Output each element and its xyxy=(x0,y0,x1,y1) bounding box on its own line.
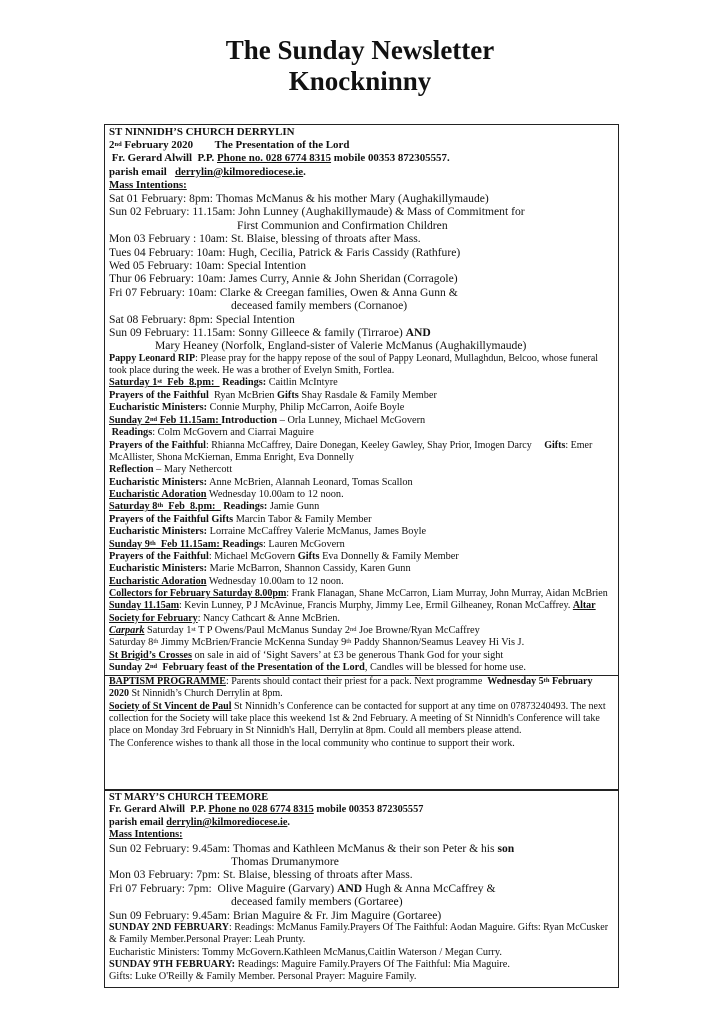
mass-intentions-heading: Mass Intentions: xyxy=(109,829,183,841)
rota-sun2-readings: Readings: Colm McGovern and Ciarrai Maguire xyxy=(109,427,314,439)
mass-item: Thomas Drumanymore xyxy=(231,855,339,869)
parish-email: parish email derrylin@kilmorediocese.ie. xyxy=(109,816,290,828)
mass-intentions-heading: Mass Intentions: xyxy=(109,178,187,191)
rota-sat8-readings: Saturday 8th Feb 8.pm: Readings: Jamie Gunn xyxy=(109,501,320,513)
adoration-1: Eucharistic Adoration Wednesday 10.00am to 12 noon. xyxy=(109,488,344,500)
rota-sat8-em: Eucharistic Ministers: Lorraine McCaffrey Valerie McManus, James Boyle xyxy=(109,526,427,538)
priest-contact: Fr. Gerard Alwill P.P. Phone no. 028 6774 8315 mobile 00353 872305557. xyxy=(109,152,450,165)
church-name: ST MARY’S CHURCH TEEMORE xyxy=(109,792,269,803)
rota-sun2-reflection: Reflection – Mary Nethercott xyxy=(109,464,233,476)
rota-sun9-pof: Prayers of the Faithful: Michael McGovern Gifts Eva Donnelly & Family Member xyxy=(109,550,459,562)
church-name: ST NINNIDH’S CHURCH DERRYLIN xyxy=(109,126,295,138)
rota-sat1-pof: Prayers of the Faithful Ryan McBrien Gifts Shay Rasdale & Family Member xyxy=(109,389,437,401)
rota-sun2-pof: Prayers of the Faithful: Rhianna McCaffrey, Daire Donegan, Keeley Gawley, Shay Prior, Imogen Darcy Gifts: Emer McAllister, Shona McKiernan, Emma Enright, Eva Donnelly xyxy=(109,439,593,463)
rota-sun9-readings: Sunday 9th Feb 11.15am: Readings: Lauren McGovern xyxy=(109,538,345,550)
email-link[interactable]: derrylin@kilmorediocese.ie xyxy=(166,816,288,828)
mass-item: Mon 03 February: 7pm: St. Blaise, blessing of throats after Mass. xyxy=(109,868,413,882)
mass-item: Sun 02 February: 9.45am: Thomas and Kathleen McManus & their son Peter & his son xyxy=(109,841,515,855)
conference-thanks: The Conference wishes to thank all those in the local community who continue to support their work. xyxy=(109,737,515,749)
mass-item: First Communion and Confirmation Children xyxy=(237,218,448,232)
altar-society: Altar Society for February xyxy=(109,600,596,624)
rota-sat8-pof: Prayers of the Faithful Gifts Marcin Tabor & Family Member xyxy=(109,513,372,525)
mass-item: deceased family members (Cornanoe) xyxy=(231,299,408,313)
priest-contact: Fr. Gerard Alwill P.P. Phone no 028 6774 8315 mobile 00353 872305557 xyxy=(109,804,424,816)
presentation-feast: Sunday 2nd February feast of the Presentation of the Lord, Candles will be blessed for home use. xyxy=(109,662,526,674)
collectors-sunday: Sunday 11.15am: Kevin Lunney, P J McAvinue, Francis Murphy, Jimmy Lee, Ermil Gilheaney, Ronan McCaffrey. Altar Society for February: Nancy Cathcart & Anne McBrien. xyxy=(109,600,596,624)
carpark-line-1: Carpark Saturday 1st T P Owens/Paul McManus Sunday 2nd Joe Browne/Ryan McCaffrey xyxy=(109,625,480,637)
teemore-section xyxy=(104,790,619,988)
mass-item: Sat 08 February: 8pm: Special Intention xyxy=(109,312,295,326)
rota-sun2-intro: Sunday 2nd Feb 11.15am: Introduction – Orla Lunney, Michael McGovern xyxy=(109,414,426,426)
teemore-sun9-rota: SUNDAY 9TH FEBRUARY: Readings: Maguire Family.Prayers Of The Faithful: Mia Maguire. xyxy=(109,959,510,971)
phone-number: Phone no 028 6774 8315 xyxy=(208,804,314,816)
newsletter-title: The Sunday Newsletter xyxy=(225,35,495,65)
rip-notice: Pappy Leonard RIP: Please pray for the happy repose of the soul of Pappy Leonard, Mullaghdun, Belcoo, whose funeral took place during the week. He was a brother of Evelyn Smith, Fortlea. xyxy=(109,352,599,377)
mass-item: Sat 01 February: 8pm: Thomas McManus & his mother Mary (Aughakillymaude) xyxy=(109,192,489,206)
teemore-sun2-em: Eucharistic Ministers: Tommy McGovern.Kathleen McManus,Caitlin Waterson / Megan Curry. xyxy=(109,946,502,958)
mass-item: Fri 07 February: 7pm: Olive Maguire (Garvary) AND Hugh & Anna McCaffrey & xyxy=(109,881,496,895)
phone-number: Phone no. 028 6774 8315 xyxy=(217,152,332,165)
email-link[interactable]: derrylin@kilmorediocese.ie xyxy=(174,165,304,178)
rota-sat1-readings: Saturday 1st Feb 8.pm: Readings: Caitlin McIntyre xyxy=(109,377,338,389)
adoration-2: Eucharistic Adoration Wednesday 10.00am to 12 noon. xyxy=(109,575,344,587)
parish-name: Knockninny xyxy=(288,66,432,96)
carpark-line-2: Saturday 8th Jimmy McBrien/Francie McKenna Sunday 9th Paddy Shannon/Seamus Leavey Hi Vis J. xyxy=(109,637,525,649)
mass-item: Tues 04 February: 10am: Hugh, Cecilia, Patrick & Faris Cassidy (Rathfure) xyxy=(109,245,461,259)
mass-item: deceased family members (Gortaree) xyxy=(231,895,403,909)
parish-email: parish email derrylin@kilmorediocese.ie. xyxy=(109,165,306,178)
teemore-sun2-rota: SUNDAY 2ND FEBRUARY: Readings: McManus Family.Prayers Of The Faithful: Aodan Maguire. Gifts: Ryan McCusker & Family Member.Personal Prayer: Leah Prunty. xyxy=(109,922,609,946)
baptism-programme: BAPTISM PROGRAMME: Parents should contact their priest for a pack. Next programme Wednesday 5th February 2020 St Ninnidh’s Church Derrylin at 8pm. xyxy=(109,675,593,700)
mass-item: Thur 06 February: 10am: James Curry, Annie & John Sheridan (Corragole) xyxy=(109,272,458,286)
svp-notice: Society of St Vincent de Paul St Ninnidh’s Conference can be contacted for support at any time on 07873240493. The next collection for the Society will take place this weekend 1st & 2nd February. A meeting of St Ninnidh's Conference will take place on Monday 3rd February in St Ninnidh's Hall, Derrylin at 8pm. Could all members please attend. xyxy=(109,700,606,737)
rota-sat1-em: Eucharistic Ministers: Connie Murphy, Philip McCarron, Aoife Boyle xyxy=(109,402,405,414)
collectors-saturday: Collectors for February Saturday 8.00pm: Frank Flanagan, Shane McCarron, Liam Murray, John Murray, Aidan McBrien xyxy=(109,588,608,600)
mass-item: Mon 03 February : 10am: St. Blaise, blessing of throats after Mass. xyxy=(109,232,421,246)
mass-item: Mary Heaney (Norfolk, England-sister of Valerie McManus (Aughakillymaude) xyxy=(155,339,527,353)
mass-item: Sun 09 February: 9.45am: Brian Maguire & Fr. Jim Maguire (Gortaree) xyxy=(109,908,442,922)
rota-sun9-em: Eucharistic Ministers: Marie McBarron, Shannon Cassidy, Karen Gunn xyxy=(109,563,411,575)
mass-item: Fri 07 February: 10am: Clarke & Creegan families, Owen & Anna Gunn & xyxy=(109,285,458,299)
feast-date: 2nd February 2020 The Presentation of the Lord xyxy=(109,139,350,152)
mass-item: Sun 09 February: 11.15am: Sonny Gilleece & family (Tirraroe) AND xyxy=(109,326,431,340)
mass-item: Wed 05 February: 10am: Special Intention xyxy=(109,259,307,273)
rota-sun2-em: Eucharistic Ministers: Anne McBrien, Alannah Leonard, Tomas Scallon xyxy=(109,476,413,488)
teemore-sun9-gifts: Gifts: Luke O'Reilly & Family Member. Personal Prayer: Maguire Family. xyxy=(109,971,417,983)
brigid-crosses: St Brigid’s Crosses on sale in aid of ‘Sight Savers’ at £3 be generous Thank God for your sight xyxy=(109,649,504,661)
mass-item: Sun 02 February: 11.15am: John Lunney (Aughakillymaude) & Mass of Commitment for xyxy=(109,205,525,219)
derrylin-section xyxy=(104,124,619,790)
